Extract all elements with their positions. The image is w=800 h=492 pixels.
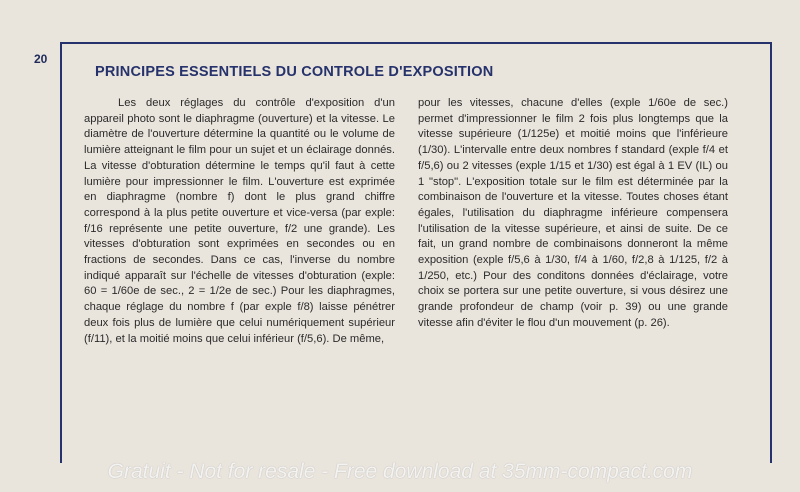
page-number: 20	[34, 52, 48, 66]
text-column-left	[84, 96, 395, 347]
watermark-footer: Gratuit - Not for resale - Free download at 35mm-compact.com	[107, 460, 693, 483]
text-column-right	[418, 96, 728, 332]
paragraph-left: Les deux réglages du contrôle d'exposition d'un appareil photo sont le diaphragme (ouverture) et la vitesse. Le diamètre de l'ouverture détermine la quantité ou le volume de lumière atteignant le film pour un sujet et un éclairage donnés. La vitesse d'obturation détermine le temps qu'il faut à cette lumière pour impressionner le film. L'ouverture est exprimée en diaphragme (nombre f) dont le plus grand chiffre correspond à la plus petite ouverture et vice-versa (par exple: f/16 représente une petite ouverture, f/2 une grande). Les vitesses d'obturation sont exprimées en secondes ou en fractions de secondes. Dans ce cas, l'inverse du nombre indiqué apparaît sur l'échelle de vitesses d'obturation (exple: 60 = 1/60e de sec., 2 = 1/2e de sec.) Pour les diaphragmes, chaque réglage du nombre f (par exple f/8) laisse pénétrer deux fois plus de lumière que celui numériquement supérieur (f/11), et la moitié moins que celui inférieur (f/5,6). De même,	[84, 97, 395, 345]
paragraph-right: pour les vitesses, chacune d'elles (exple 1/60e de sec.) permet d'impressionner le film 2 fois plus longtemps que la vitesse supérieure (1/125e) et moitié moins que l'inférieure (1/30). L'intervalle entre deux nombres f standard (exple f/4 et f/5,6) ou 2 vitesses (exple 1/15 et 1/30) est égal à 1 EV (IL) ou 1 "stop". L'exposition totale sur le film est déterminée par la combinaison de l'ouverture et la vitesse. Toutes choses étant égales, l'utilisation du diaphragme inférieure compensera l'utilisation de la vitesse supérieure, et ainsi de suite. De ce fait, un grand nombre de combinaisons donneront la même exposition (exple f/5,6 à 1/30, f/4 à 1/60, f/2,8 à 1/125, f/2 à 1/250, etc.) Pour des conditons données d'éclairage, votre choix se portera sur une petite ouverture, si vous désirez une grande profondeur de champ (voir p. 39) ou une grande vitesse afin d'éviter le flou d'un mouvement (p. 26).	[418, 97, 728, 329]
page-title: PRINCIPES ESSENTIELS DU CONTROLE D'EXPOSITION	[95, 64, 494, 80]
